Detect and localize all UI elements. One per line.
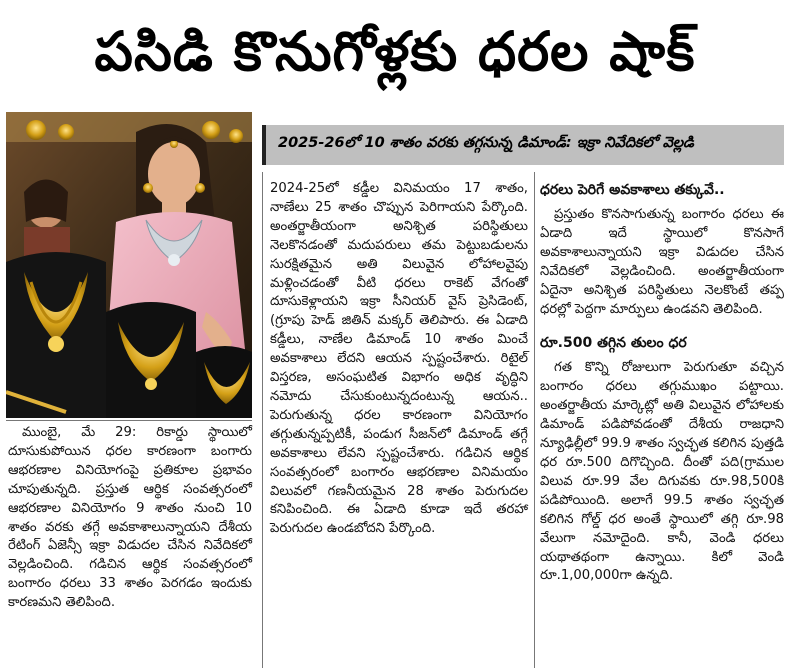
section-body: ప్రస్తుతం కొనసాగుతున్న బంగారం ధరలు ఈ ఏడాది ఇదే స్థాయిలో కొనసాగే అవకాశాలున్నాయని ఇక్రా విడుదల చేసిన నివేదికలో వెల్లడించింది. అంతర్జాతీయంగా ఏదైనా అనిశ్చిత పరిస్థితులు నెలకొంటే తప్ప ధరల్లో పెద్దగా మార్పులు ఉండవని తెలిపింది. xyxy=(540,207,784,317)
column-divider xyxy=(262,172,263,668)
section-title: ధరలు పెరిగే అవకాశాలు తక్కువే.. xyxy=(540,182,725,198)
subheadline: 2025-26లో 10 శాతం వరకు తగ్గనున్న డిమాండ్: ఇక్రా నివేదికలో వెల్లడి xyxy=(262,125,784,165)
lead-paragraph: ముంబై, మే 29: రికార్డు స్థాయిలో దూసుకుపోయిన ధరల కారణంగా బంగారు ఆభరణాల వినియోగంపై ప్రతికూల ప్రభావం చూపుతున్నది. ప్రస్తుత ఆర్థిక సంవత్సరంలో ఆభరణాల వినియోగం 9 శాతం నుంచి 10 శాతం వరకు తగ్గే అవకాశాలున్నాయని దేశీయ రేటింగ్ ఏజెన్సీ ఇక్రా విడుదల చేసిన నివేదికలో వెల్లడించింది. గడిచిన ఆర్థిక సంవత్సరంలో బంగారం ధరలు 33 శాతం పెరగడం ఇందుకు కారణమని తెలిపింది. xyxy=(8,425,252,611)
column-divider xyxy=(534,172,535,668)
section-title: రూ.500 తగ్గిన తులం ధర xyxy=(540,335,687,352)
middle-paragraph: 2024-25లో కడ్డీల వినిమయం 17 శాతం, నాణేలు 25 శాతం చొప్పున పెరిగాయని పేర్కొంది. అంతర్జాతీయంగా అనిశ్చిత పరిస్థితులు నెలకొనడంతో మదుపరులు తమ పెట్టుబడులను సురక్షితమైన అతి విలువైన లోహాలవైపు మళ్లించడంతో వీటి ధరలు రాకెట్ వేగంతో దూసుకెళ్లాయని ఇక్రా సీనియర్ వైస్ ప్రెసిడెంట్, (గ్రూపు హెడ్ జితిన్ మక్కర్ తెలిపారు. ఈ ఏడాది కడ్డీలు, నాణేల డిమాండ్ 10 శాతం మించే అవకాశాలు లేదని ఆయన స్పష్టంచేశారు. రిటైల్ విస్తరణ, అసంఘటిత విభాగం అధిక వృద్ధిని నమోదు చేసుకుంటున్నదంటున్న ఆయన.. పెరుగుతున్న ధరల కారణంగా వినియోగం తగ్గుతున్నప్పటికీ, పండుగ సీజన్‌లో డిమాండ్ తగ్గే అవకాశాలు లేవని స్పష్టంచేశారు. గడిచిన ఆర్థిక సంవత్సరంలో బంగారం ఆభరణాల వినిమయం విలువలో గణనీయమైన 28 శాతం పెరుగుదల కనిపించింది. ఈ ఏడాది కూడా ఇదే తరహా పెరుగుదల ఉండబోదని పేర్కొంది. xyxy=(270,181,528,537)
photo-divider xyxy=(6,420,252,421)
lead-column xyxy=(8,424,252,613)
right-column xyxy=(540,180,784,586)
headline: పసిడి కొనుగోళ్లకు ధరల షాక్ xyxy=(94,19,696,83)
jewellery-model-photo xyxy=(6,112,252,418)
section-body: గత కొన్ని రోజులుగా పెరుగుతూ వచ్చిన బంగారం ధరలు తగ్గుముఖం పట్టాయి. అంతర్జాతీయ మార్కెట్లో అతి విలువైన లోహాలకు డిమాండ్ పడిపోవడంతో దేశీయ రాజధాని న్యూఢిల్లీలో 99.9 శాతం స్వచ్ఛత కలిగిన పుత్తడి ధర రూ.500 దిగొచ్చింది. దీంతో పది(గ్రాముల విలువ రూ.99 వేల దిగువకు రూ.98,500కి పడిపోయింది. అలాగే 99.5 శాతం స్వచ్ఛత కలిగిన గోల్డ్ ధర అంతే స్థాయిలో తగ్గి రూ.98 వేలుగా నమోదైంది. కానీ, వెండి ధరలు యథాతథంగా ఉన్నాయి. కిలో వెండి రూ.1,00,000గా ఉన్నది. xyxy=(540,360,784,584)
middle-column xyxy=(270,180,528,539)
